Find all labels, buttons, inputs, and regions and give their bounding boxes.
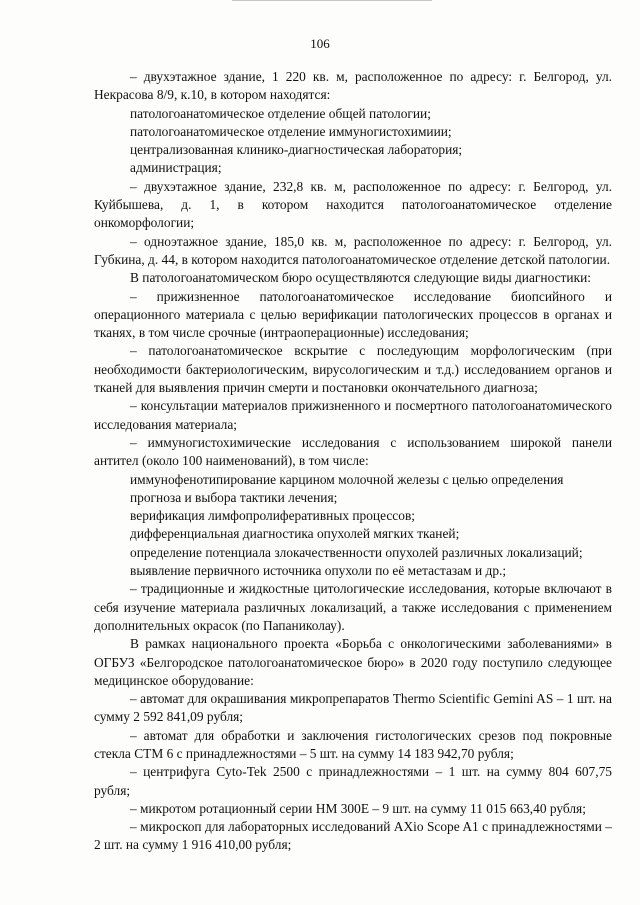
paragraph: – одноэтажное здание, 185,0 кв. м, расположенное по адресу: г. Белгород, ул. Губкина, д. 44, в котором находится патологоанатомическое отделение детской патологии.: [94, 233, 612, 267]
paragraph: В рамках национального проекта «Борьба с онкологическими заболеваниями» в ОГБУЗ «Белгородское патологоанатомическое бюро» в 2020 году поступило следующее медицинское оборудование:: [94, 636, 612, 688]
list-subitem: иммунофенотипирование карцином молочной железы с целью определения прогноза и выбора тактики лечения;: [130, 471, 564, 505]
list-subitem: централизованная клинико-диагностическая лаборатория;: [130, 142, 463, 158]
list-subitem: патологоанатомическое отделение общей патологии;: [130, 105, 431, 121]
paragraph: – патологоанатомическое вскрытие с последующим морфологическим (при необходимости бактериологическим, вирусологическим и т.д.) исследованием органов и тканей для выявления причин смерти и постановки окончательного диагноза;: [94, 343, 612, 396]
paragraph: – автомат для окрашивания микропрепаратов Thermo Scientific Gemini AS – 1 шт. на сумму 2 592 841,09 рубля;: [94, 691, 612, 725]
paragraph: – иммуногистохимические исследования с использованием широкой панели антител (около 100 наименований), в том числе:: [94, 434, 612, 469]
paragraph: – микротом ротационный серии HM 300E – 9 шт. на сумму 11 015 663,40 рубля;: [130, 800, 586, 816]
paragraph: В патологоанатомическом бюро осуществляются следующие виды диагностики:: [130, 270, 591, 286]
list-subitem: патологоанатомическое отделение иммуногистохимиии;: [130, 123, 452, 139]
page-number: 106: [310, 36, 330, 51]
paragraph: – автомат для обработки и заключения гистологических срезов под покровные стекла CTM 6 с принадлежностями – 5 шт. на сумму 14 183 942,70 рубля;: [94, 727, 612, 761]
paragraph: – двухэтажное здание, 232,8 кв. м, расположенное по адресу: г. Белгород, ул. Куйбышева, д. 1, в котором находится патологоанатомическое отделение онкоморфологии;: [94, 178, 612, 231]
paragraph: – традиционные и жидкостные цитологические исследования, которые включают в себя изучение материала различных локализаций, а также исследования с применением дополнительных окрасок (по Папаниколау).: [94, 581, 612, 633]
list-subitem: администрация;: [130, 160, 222, 176]
paragraph: – двухэтажное здание, 1 220 кв. м, расположенное по адресу: г. Белгород, ул. Некрасова 8/9, к.10, в котором находятся:: [94, 69, 612, 103]
list-subitem: дифференциальная диагностика опухолей мягких тканей;: [130, 526, 460, 542]
paragraph: – прижизненное патологоанатомическое исследование биопсийного и операционного материала с целью верификации патологических процессов в органах и тканях, в том числе срочные (интраоперационные) исследования;: [94, 288, 612, 341]
list-subitem: выявление первичного источника опухоли по её метастазам и др.;: [130, 563, 507, 579]
document-body: [94, 68, 612, 855]
paragraph: – консультации материалов прижизненного и посмертного патологоанатомического исследования материала;: [94, 398, 612, 432]
list-subitem: верификация лимфопролиферативных процессов;: [130, 508, 415, 524]
list-subitem: определение потенциала злокачественности опухолей различных локализаций;: [130, 544, 583, 560]
paragraph: – центрифуга Cyto-Tek 2500 с принадлежностями – 1 шт. на сумму 804 607,75 рубля;: [94, 764, 612, 798]
header-rule: [232, 0, 432, 3]
paragraph: – микроскоп для лабораторных исследований AXio Scope A1 с принадлежностями – 2 шт. на сумму 1 916 410,00 рубля;: [94, 819, 612, 853]
